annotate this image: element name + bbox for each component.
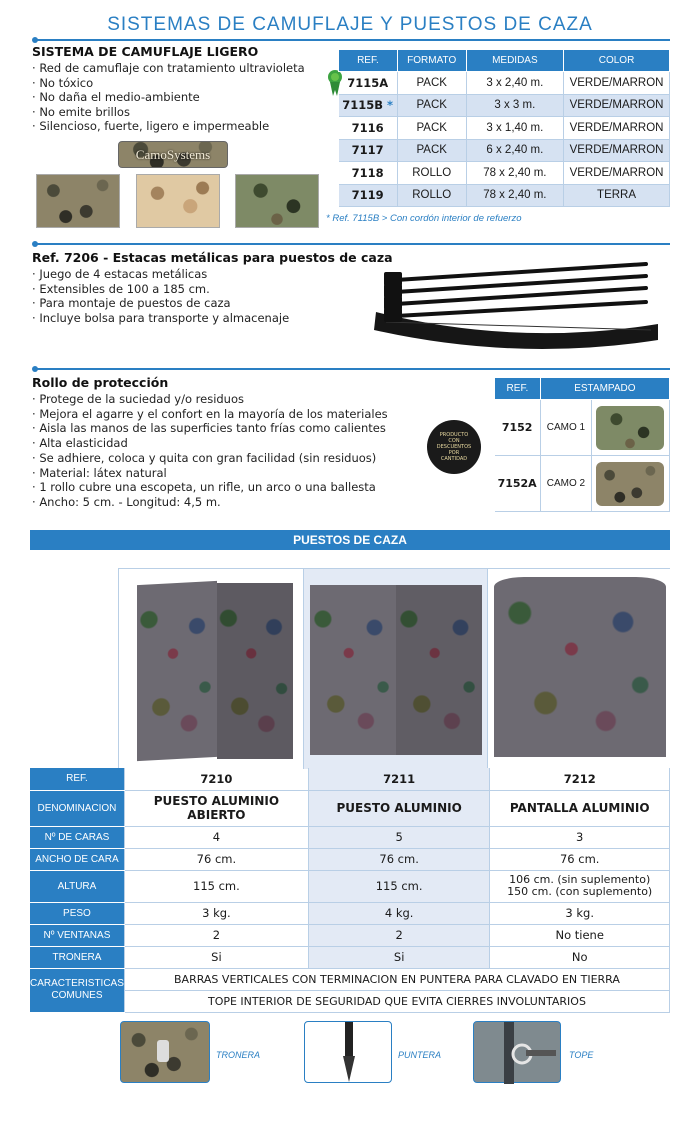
bullet-item: · Red de camuflaje con tratamiento ultravioleta [32, 61, 332, 76]
bullet-item: · Protege de la suciedad y/o residuos [32, 392, 452, 407]
tope-label: TOPE [569, 1050, 594, 1060]
value-cell: 3 kg. [490, 902, 670, 924]
row-label: Nº VENTANAS [30, 924, 124, 946]
size-cell: 78 x 2,40 m. [466, 162, 563, 185]
panel-screen [494, 577, 666, 757]
camo-section-title: SISTEMA DE CAMUFLAJE LIGERO [32, 44, 259, 59]
table-row [339, 117, 670, 140]
color-cell: TERRA [564, 184, 670, 207]
bullet-item: · No emite brillos [32, 105, 332, 120]
bullet-item: · Se adhiere, coloca y quita con gran facilidad (sin residuos) [32, 451, 452, 466]
value-cell: Si [308, 946, 490, 968]
divider-dot [32, 366, 38, 372]
feature-cell: BARRAS VERTICALES CON TERMINACION EN PUNTERA PARA CLAVADO EN TIERRA [124, 968, 669, 990]
logo-text: CamoSystems [135, 146, 211, 162]
section-divider [36, 243, 670, 245]
title-divider [36, 39, 670, 41]
bullet-item: · 1 rollo cubre una escopeta, un rifle, un arco o una ballesta [32, 480, 452, 495]
row-label: ALTURA [30, 870, 124, 902]
ref-cell: 7119 [339, 184, 398, 207]
value-cell: 76 cm. [490, 848, 670, 870]
table-footnote: * Ref. 7115B > Con cordón interior de refuerzo [326, 213, 522, 224]
name-cell: PUESTO ALUMINIO ABIERTO [124, 790, 308, 826]
size-cell: 3 x 2,40 m. [466, 72, 563, 95]
camo-table [338, 49, 670, 207]
value-cell: 115 cm. [308, 870, 490, 902]
value-cell: 2 [308, 924, 490, 946]
height-line: 106 cm. (sin suplemento) [509, 873, 651, 886]
table-row [339, 184, 670, 207]
puntera-label: PUNTERA [398, 1050, 442, 1060]
photo-7211 [304, 569, 488, 769]
divider-dot [32, 37, 38, 43]
stakes-image [366, 252, 666, 362]
ref-cell: 7211 [308, 768, 490, 790]
format-cell: PACK [397, 117, 466, 140]
tope-detail-image [473, 1021, 561, 1083]
asterisk-mark: * [387, 98, 394, 113]
puntera-detail-image [304, 1021, 392, 1083]
camosystems-logo [118, 141, 228, 168]
row-label: ANCHO DE CARA [30, 848, 124, 870]
table-row [339, 162, 670, 185]
row-label: CARACTERISTICAS COMUNES [30, 968, 124, 1012]
ref-cell: 7115A [339, 72, 398, 95]
camo-net-sample-sand [136, 174, 220, 228]
value-cell: No tiene [490, 924, 670, 946]
roll-table [494, 377, 670, 512]
photo-7212 [488, 569, 670, 769]
page-title: SISTEMAS DE CAMUFLAJE Y PUESTOS DE CAZA [107, 14, 593, 35]
stopper-icon [474, 1022, 562, 1084]
color-cell: VERDE/MARRON [564, 139, 670, 162]
col-header: COLOR [564, 50, 670, 72]
camo2-roll-image [596, 462, 664, 506]
ref-text: 7115B [342, 98, 384, 113]
value-cell: 76 cm. [308, 848, 490, 870]
ref-cell: 7152A [495, 456, 541, 512]
bullet-item: · Ancho: 5 cm. - Longitud: 4,5 m. [32, 495, 452, 510]
size-cell: 3 x 3 m. [466, 94, 563, 117]
roll-bullets [32, 392, 452, 510]
feature-cell: TOPE INTERIOR DE SEGURIDAD QUE EVITA CIERRES INVOLUNTARIOS [124, 990, 669, 1012]
table-row [30, 946, 670, 968]
table-row [30, 870, 670, 902]
table-row [30, 924, 670, 946]
col-header: MEDIDAS [466, 50, 563, 72]
ref-cell: 7116 [339, 117, 398, 140]
discount-stamp [427, 420, 481, 474]
format-cell: PACK [397, 72, 466, 95]
bullet-item: · Incluye bolsa para transporte y almacenaje [32, 311, 352, 326]
table-row [339, 72, 670, 95]
value-cell [490, 870, 670, 902]
tronera-latch [157, 1040, 169, 1062]
bullet-item: · Mejora el agarre y el confort en la mayoría de los materiales [32, 407, 452, 422]
divider-dot [32, 241, 38, 247]
ref-cell: 7152 [495, 400, 541, 456]
blinds-banner: PUESTOS DE CAZA [30, 530, 670, 550]
table-row [30, 768, 670, 790]
row-label: TRONERA [30, 946, 124, 968]
table-row [495, 456, 670, 512]
row-label: PESO [30, 902, 124, 924]
tronera-detail-image [120, 1021, 210, 1083]
col-header: REF. [495, 378, 541, 400]
value-cell: 4 kg. [308, 902, 490, 924]
value-cell: 3 kg. [124, 902, 308, 924]
table-row [30, 902, 670, 924]
bullet-item: · Material: látex natural [32, 466, 452, 481]
size-cell: 6 x 2,40 m. [466, 139, 563, 162]
format-cell: PACK [397, 139, 466, 162]
format-cell: ROLLO [397, 162, 466, 185]
name-cell: PUESTO ALUMINIO [308, 790, 490, 826]
format-cell: PACK [397, 94, 466, 117]
table-row [339, 94, 670, 117]
stakes-bullets [32, 267, 352, 325]
blinds-specs-table [30, 768, 670, 1013]
bullet-item: · Silencioso, fuerte, ligero e impermeable [32, 119, 332, 134]
col-header: FORMATO [397, 50, 466, 72]
pattern-cell: CAMO 2 [540, 456, 591, 512]
value-cell: 115 cm. [124, 870, 308, 902]
panel-right [396, 585, 482, 755]
bullet-item: · Alta elasticidad [32, 436, 452, 451]
stamp-text: PRODUCTO CON DESCUENTOS POR CANTIDAD [436, 432, 472, 462]
spike-icon [305, 1022, 393, 1084]
color-cell: VERDE/MARRON [564, 117, 670, 140]
panel-left [137, 581, 217, 761]
roll-section-title: Rollo de protección [32, 375, 169, 390]
size-cell: 3 x 1,40 m. [466, 117, 563, 140]
color-cell: VERDE/MARRON [564, 72, 670, 95]
ref-cell: 7210 [124, 768, 308, 790]
row-label: Nº DE CARAS [30, 826, 124, 848]
color-cell: VERDE/MARRON [564, 94, 670, 117]
panel-right [217, 583, 293, 759]
value-cell: 4 [124, 826, 308, 848]
size-cell: 78 x 2,40 m. [466, 184, 563, 207]
table-row [495, 400, 670, 456]
bullet-item: · Juego de 4 estacas metálicas [32, 267, 352, 282]
section-divider [36, 368, 670, 370]
ref-cell [339, 94, 398, 117]
bullet-item: · Aisla las manos de las superficies tanto frías como calientes [32, 421, 452, 436]
value-cell: 76 cm. [124, 848, 308, 870]
bullet-item: · No tóxico [32, 76, 332, 91]
bullet-item: · Extensibles de 100 a 185 cm. [32, 282, 352, 297]
table-row [30, 848, 670, 870]
value-cell: 3 [490, 826, 670, 848]
table-row [30, 826, 670, 848]
ref-cell: 7117 [339, 139, 398, 162]
table-row [30, 990, 670, 1012]
col-header: ESTAMPADO [540, 378, 669, 400]
table-row [339, 139, 670, 162]
value-cell: 2 [124, 924, 308, 946]
height-line: 150 cm. (con suplemento) [507, 885, 653, 898]
blinds-photo-strip [118, 568, 670, 768]
ref-cell: 7212 [490, 768, 670, 790]
col-header: REF. [339, 50, 398, 72]
row-label: DENOMINACION [30, 790, 124, 826]
name-cell: PANTALLA ALUMINIO [490, 790, 670, 826]
camo-net-sample-green [235, 174, 319, 228]
camo1-roll-image [596, 406, 664, 450]
pattern-image-cell [592, 456, 670, 512]
format-cell: ROLLO [397, 184, 466, 207]
value-cell: Si [124, 946, 308, 968]
camo-bullets [32, 61, 332, 134]
table-row [30, 968, 670, 990]
panel-left [310, 585, 396, 755]
camo-net-sample-brown [36, 174, 120, 228]
table-row [30, 790, 670, 826]
bullet-item: · Para montaje de puestos de caza [32, 296, 352, 311]
bullet-item: · No daña el medio-ambiente [32, 90, 332, 105]
photo-7210 [118, 569, 304, 769]
ref-cell: 7118 [339, 162, 398, 185]
pattern-cell: CAMO 1 [540, 400, 591, 456]
tronera-label: TRONERA [216, 1050, 261, 1060]
value-cell: No [490, 946, 670, 968]
stakes-section-title: Ref. 7206 - Estacas metálicas para puestos de caza [32, 250, 393, 265]
value-cell: 5 [308, 826, 490, 848]
color-cell: VERDE/MARRON [564, 162, 670, 185]
row-label: REF. [30, 768, 124, 790]
pattern-image-cell [592, 400, 670, 456]
